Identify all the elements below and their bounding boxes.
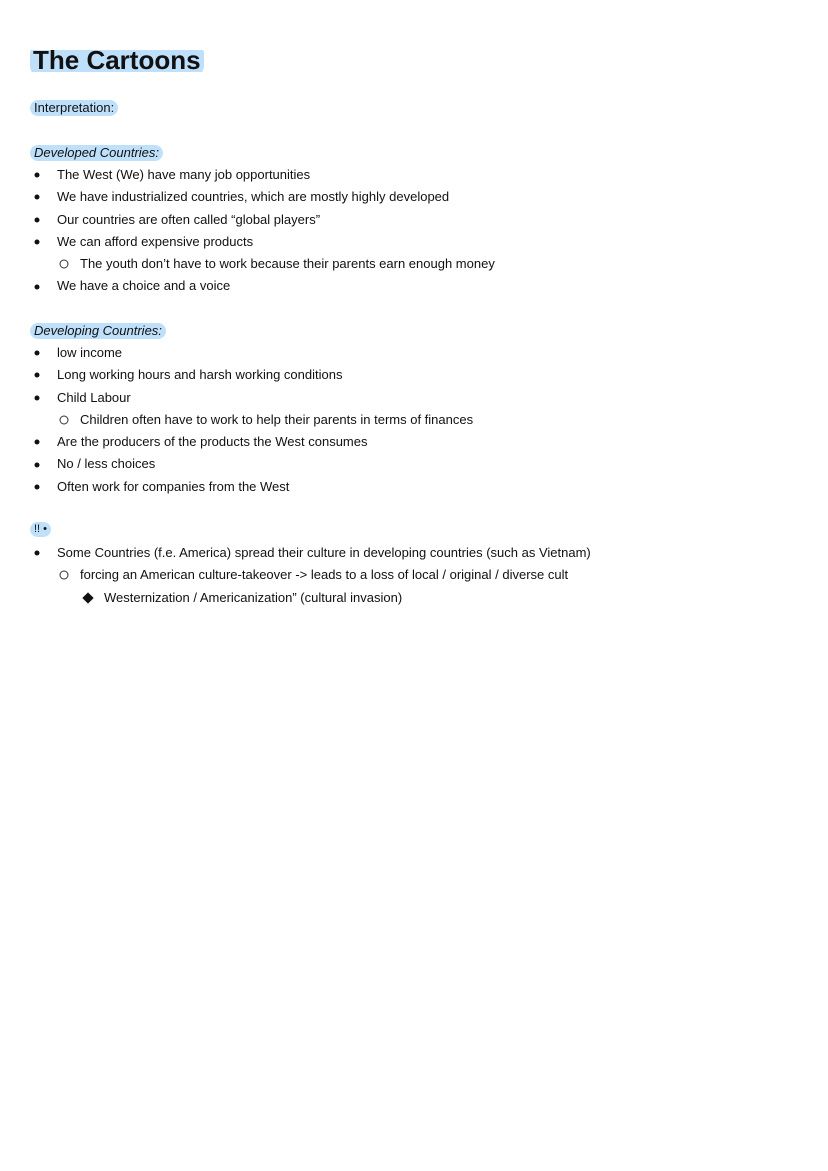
bullet-circle-icon [60,416,69,425]
list-item: Often work for companies from the West [0,476,473,498]
bullet-dot-icon [35,484,40,489]
developed-list [0,164,495,298]
bullet-dot-icon [35,284,40,289]
bullet-dot-icon [35,395,40,400]
developing-list [0,342,473,498]
bullet-circle-icon [60,260,69,269]
sub-sub-list-item: Westernization / Americanization” (cultural invasion) [0,587,591,609]
list-item: Long working hours and harsh working conditions [0,364,473,386]
developed-heading: Developed Countries: [30,145,163,161]
page-title: The Cartoons [30,44,204,76]
bullet-dot-icon [35,351,40,356]
list-item: The West (We) have many job opportunities [0,164,495,186]
sub-list-item: Children often have to work to help their parents in terms of finances [0,409,473,431]
bullet-dot-icon [35,551,40,556]
bullet-circle-icon [60,571,69,580]
bullet-diamond-icon [82,592,93,603]
important-list [0,542,591,609]
bullet-dot-icon [35,173,40,178]
interpretation-label: Interpretation: [30,100,118,116]
sub-list-item: forcing an American culture-takeover -> leads to a loss of local / original / diverse cult [0,564,591,586]
list-item: low income [0,342,473,364]
developing-heading: Developing Countries: [30,323,166,339]
sub-list-item: The youth don’t have to work because their parents earn enough money [0,253,495,275]
list-item: We can afford expensive products [0,231,495,253]
bullet-dot-icon [35,373,40,378]
list-item: Some Countries (f.e. America) spread their culture in developing countries (such as Vietnam) [0,542,591,564]
important-heading: !! • [30,522,51,537]
list-item: Are the producers of the products the West consumes [0,431,473,453]
bullet-dot-icon [35,195,40,200]
list-item: We have industrialized countries, which are mostly highly developed [0,186,495,208]
bullet-dot-icon [35,440,40,445]
list-item: No / less choices [0,453,473,475]
list-item: Our countries are often called “global players” [0,209,495,231]
list-item: We have a choice and a voice [0,275,495,297]
list-item: Child Labour [0,387,473,409]
bullet-dot-icon [35,240,40,245]
bullet-dot-icon [35,217,40,222]
bullet-dot-icon [35,462,40,467]
